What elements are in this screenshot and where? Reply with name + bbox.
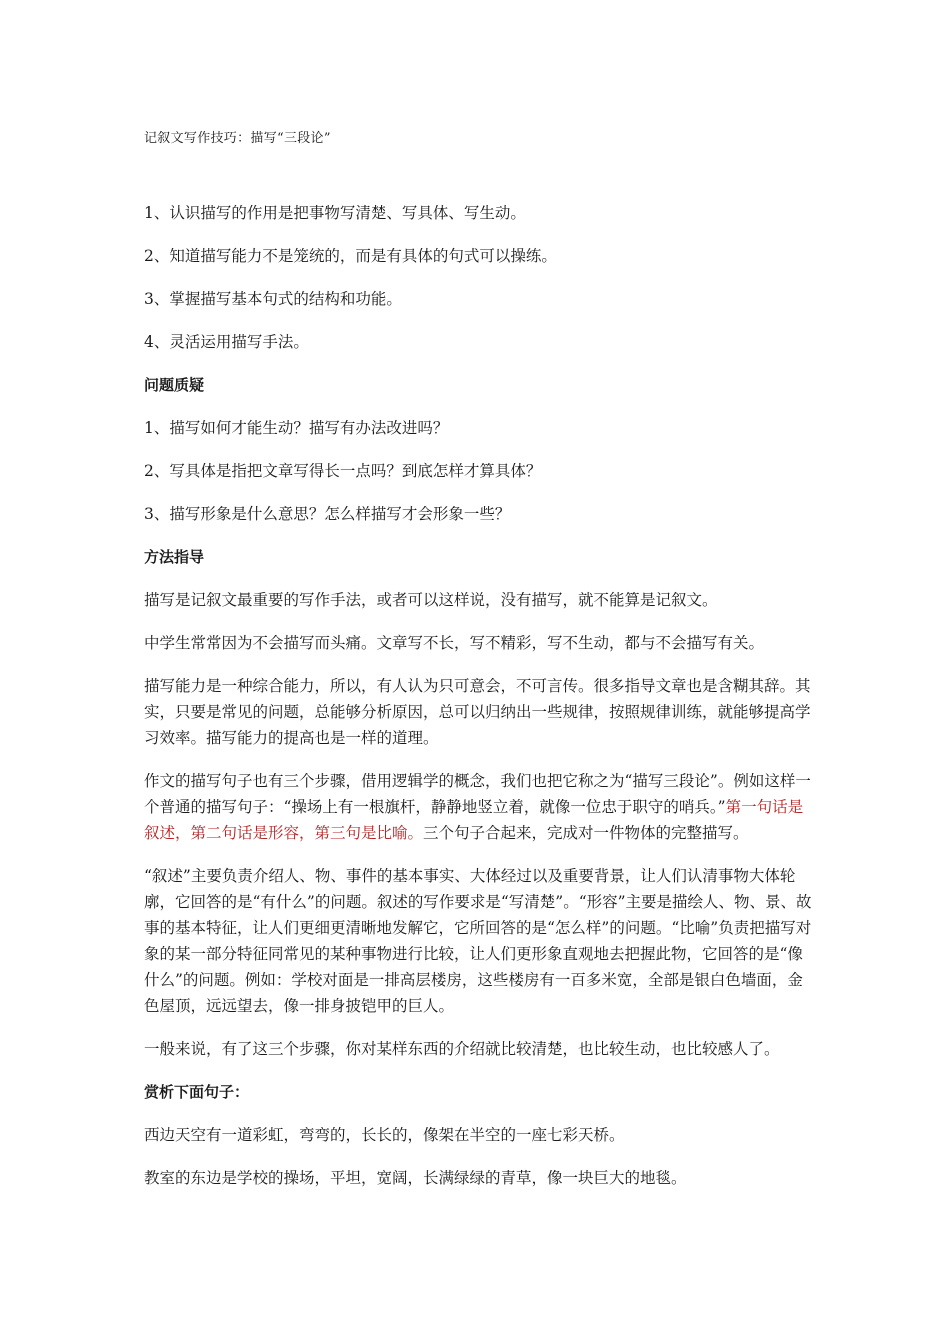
- method-heading: 方法指导: [144, 548, 205, 566]
- method-paragraph: 描写能力是一种综合能力，所以，有人认为只可意会，不可言传。很多指导文章也是含糊其辞。其实，只要是常见的问题，总能够分析原因，总可以归纳出一些规律，按照规律训练，就能够提高学习效率。描写能力的提高也是一样的道理。: [144, 677, 811, 747]
- goal-item: 4、灵活运用描写手法。: [144, 333, 309, 351]
- goal-item: 3、掌握描写基本句式的结构和功能。: [144, 290, 402, 308]
- method-paragraph: 描写是记叙文最重要的写作手法，或者可以这样说，没有描写，就不能算是记叙文。: [144, 591, 718, 609]
- example-text-before: 作文的描写句子也有三个步骤，借用逻辑学的概念，我们也把它称之为“描写三段论”。例如这样一个普通的描写句子：“操场上有一根旗杆，静静地竖立着，就像一位忠于职守的哨兵。”: [144, 772, 811, 816]
- document-body: [144, 200, 814, 1208]
- question-item: 3、描写形象是什么意思？怎么样描写才会形象一些？: [144, 505, 511, 523]
- example-paragraph: [144, 768, 814, 846]
- appreciate-sentence: 西边天空有一道彩虹，弯弯的，长长的，像架在半空的一座七彩天桥。: [144, 1126, 625, 1144]
- appreciate-sentence: 教室的东边是学校的操场，平坦，宽阔，长满绿绿的青草，像一块巨大的地毯。: [144, 1169, 687, 1187]
- questions-heading: 问题质疑: [144, 376, 205, 394]
- question-item: 2、写具体是指把文章写得长一点吗？到底怎样才算具体？: [144, 462, 542, 480]
- document-title: 记叙文写作技巧：描写“三段论”: [144, 131, 331, 146]
- appreciate-heading: 赏析下面句子：: [144, 1083, 250, 1101]
- goal-item: 1、认识描写的作用是把事物写清楚、写具体、写生动。: [144, 204, 526, 222]
- question-item: 1、描写如何才能生动？描写有办法改进吗？: [144, 419, 449, 437]
- explain-paragraph: 一般来说，有了这三个步骤，你对某样东西的介绍就比较清楚，也比较生动，也比较感人了。: [144, 1040, 780, 1058]
- example-highlight: 第一句话是叙述，第二句话是形容，第三句是比喻。: [144, 798, 804, 842]
- goal-item: 2、知道描写能力不是笼统的，而是有具体的句式可以操练。: [144, 247, 557, 265]
- explain-paragraph: “叙述”主要负责介绍人、物、事件的基本事实、大体经过以及重要背景，让人们认清事物大体轮廓，它回答的是“有什么”的问题。叙述的写作要求是“写清楚”。“形容”主要是描绘人、物、景、故事的基本特征，让人们更细更清晰地发解它，它所回答的是“怎么样”的问题。“比喻”负责把描写对象的某一部分特征同常见的某种事物进行比较，让人们更形象直观地去把握此物，它回答的是“像什么”的问题。例如：学校对面是一排高层楼房，这些楼房有一百多米宽，全部是银白色墙面，金色屋顶，远远望去，像一排身披铠甲的巨人。: [144, 867, 812, 1015]
- example-text-after: 三个句子合起来，完成对一件物体的完整描写。: [423, 824, 749, 842]
- method-paragraph: 中学生常常因为不会描写而头痛。文章写不长，写不精彩，写不生动，都与不会描写有关。: [144, 634, 765, 652]
